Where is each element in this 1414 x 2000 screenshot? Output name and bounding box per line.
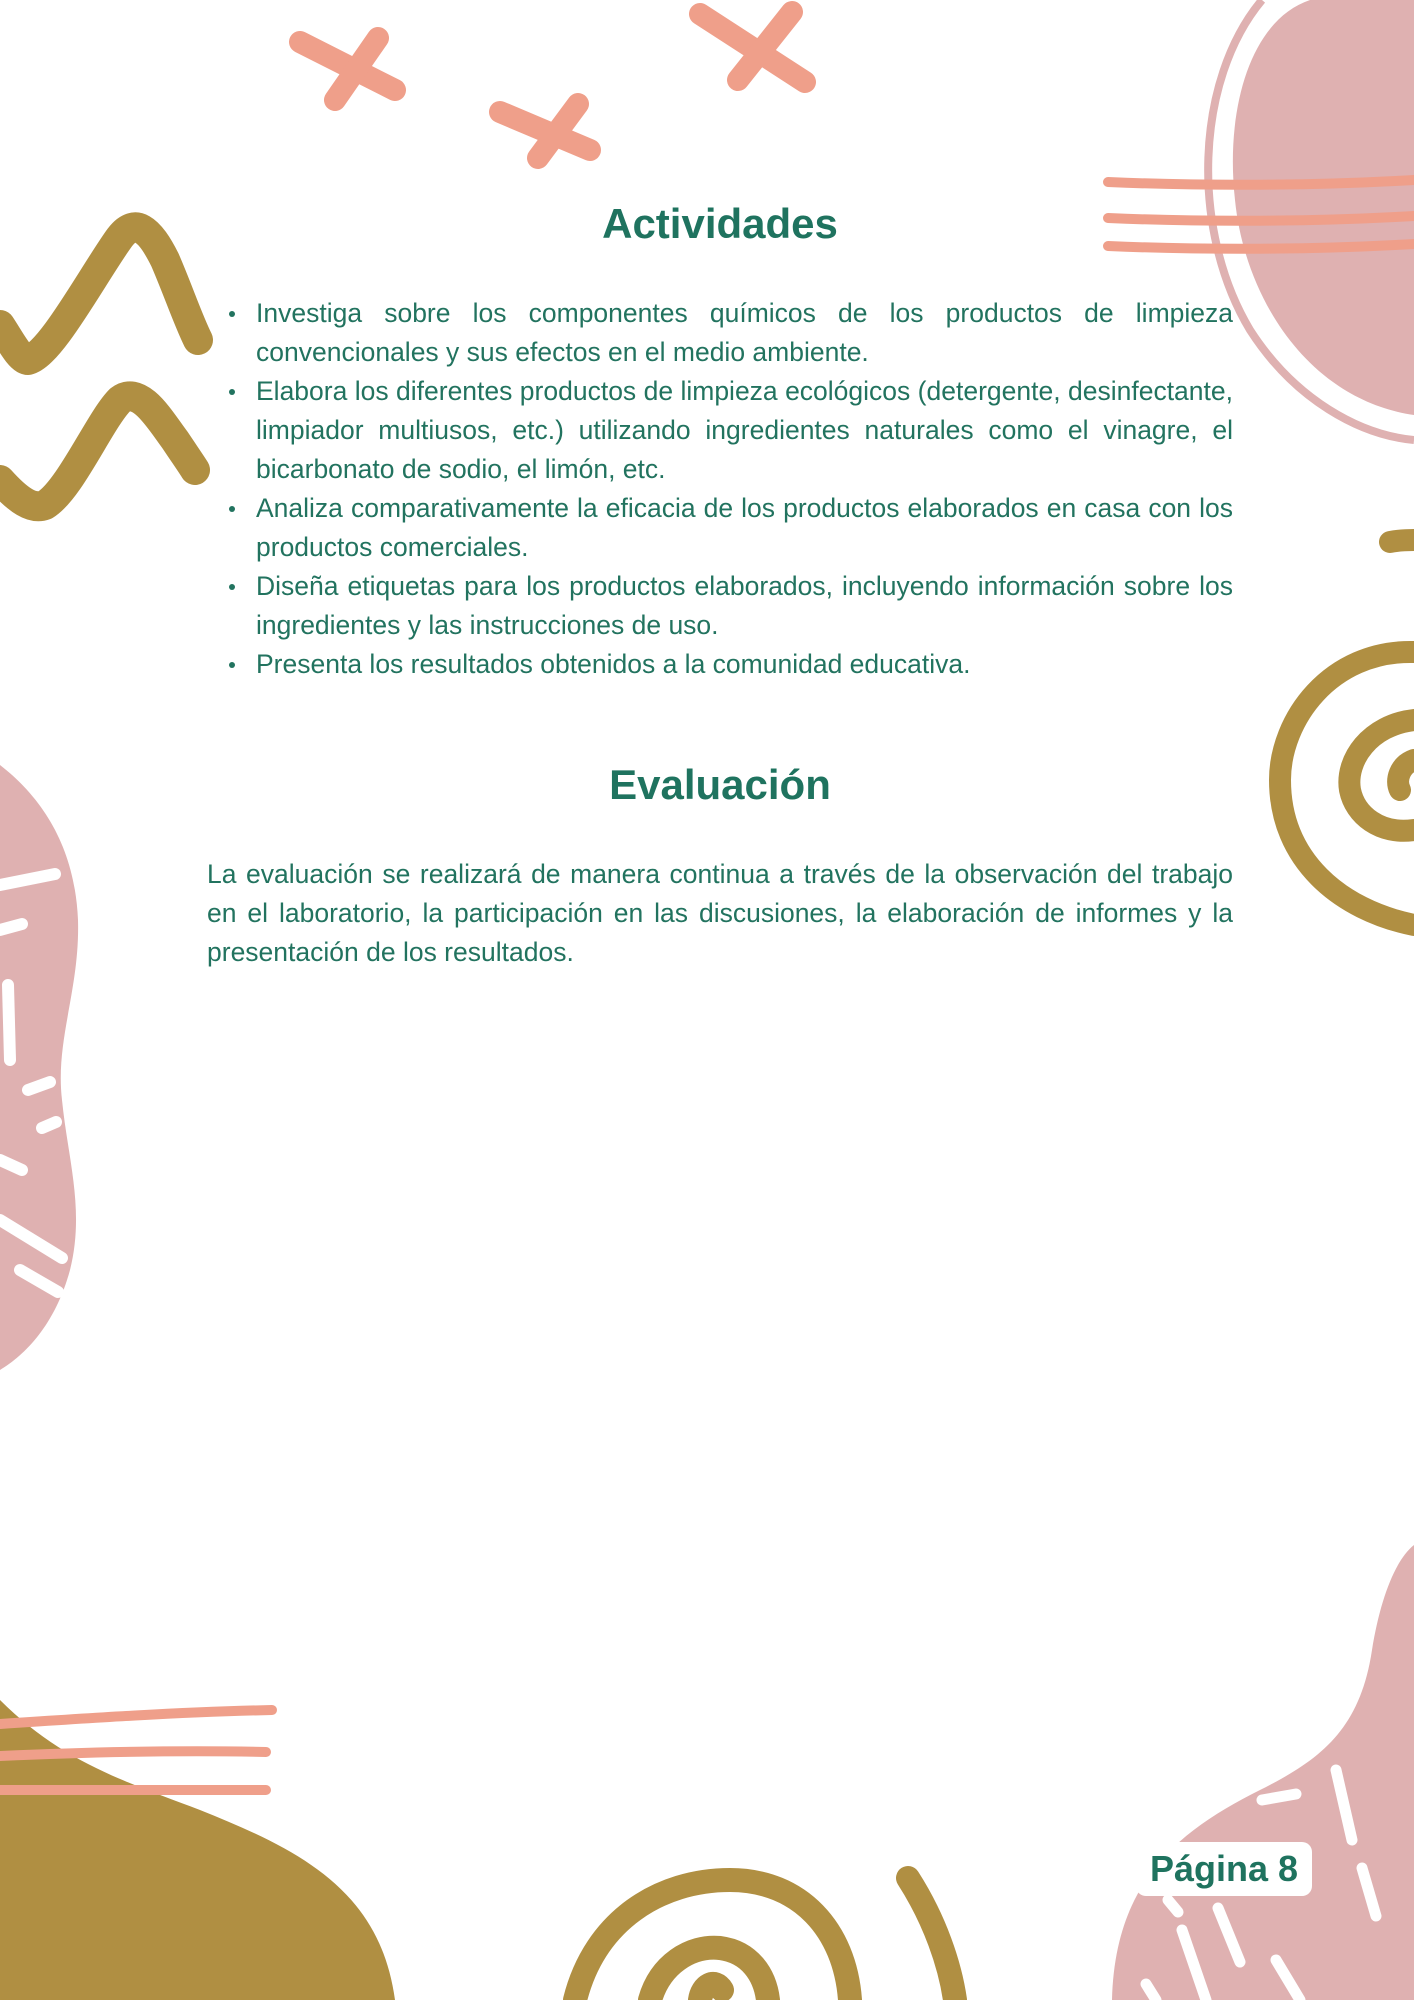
list-item: Analiza comparativamente la eficacia de los productos elaborados en casa con los productos comerciales. bbox=[207, 489, 1233, 567]
x-mark-icon bbox=[300, 38, 395, 100]
x-mark-icon bbox=[500, 104, 590, 158]
olive-blob-shape bbox=[0, 1700, 395, 2000]
pink-blob-shape bbox=[1112, 1545, 1414, 2000]
list-item: Presenta los resultados obtenidos a la comunidad educativa. bbox=[207, 645, 1233, 684]
evaluation-paragraph: La evaluación se realizará de manera continua a través de la observación del trabajo en el laboratorio, la participación en las discusiones, la elaboración de informes y la presentación de los resultados. bbox=[207, 859, 1233, 967]
activities-heading: Actividades bbox=[602, 200, 838, 247]
olive-spiral-shape bbox=[1280, 540, 1414, 925]
pink-blob-shape bbox=[1233, 0, 1414, 415]
x-mark-icon bbox=[700, 12, 805, 82]
list-item: Investiga sobre los componentes químicos de los productos de limpieza convencionales y sus efectos en el medio ambiente. bbox=[207, 294, 1233, 372]
activities-list bbox=[207, 294, 1233, 684]
list-item: Diseña etiquetas para los productos elaborados, incluyendo información sobre los ingredientes y las instrucciones de uso. bbox=[207, 567, 1233, 645]
list-item: Elabora los diferentes productos de limpieza ecológicos (detergente, desinfectante, limpiador multiusos, etc.) utilizando ingredientes naturales como el vinagre, el bicarbonato de sodio, el limón, etc. bbox=[207, 372, 1233, 489]
olive-zigzag-shape bbox=[0, 227, 198, 506]
olive-spiral-shape bbox=[575, 1878, 955, 2000]
page-content bbox=[207, 200, 1233, 972]
evaluation-heading: Evaluación bbox=[609, 761, 831, 808]
page-number: Página 8 bbox=[1136, 1842, 1312, 1896]
